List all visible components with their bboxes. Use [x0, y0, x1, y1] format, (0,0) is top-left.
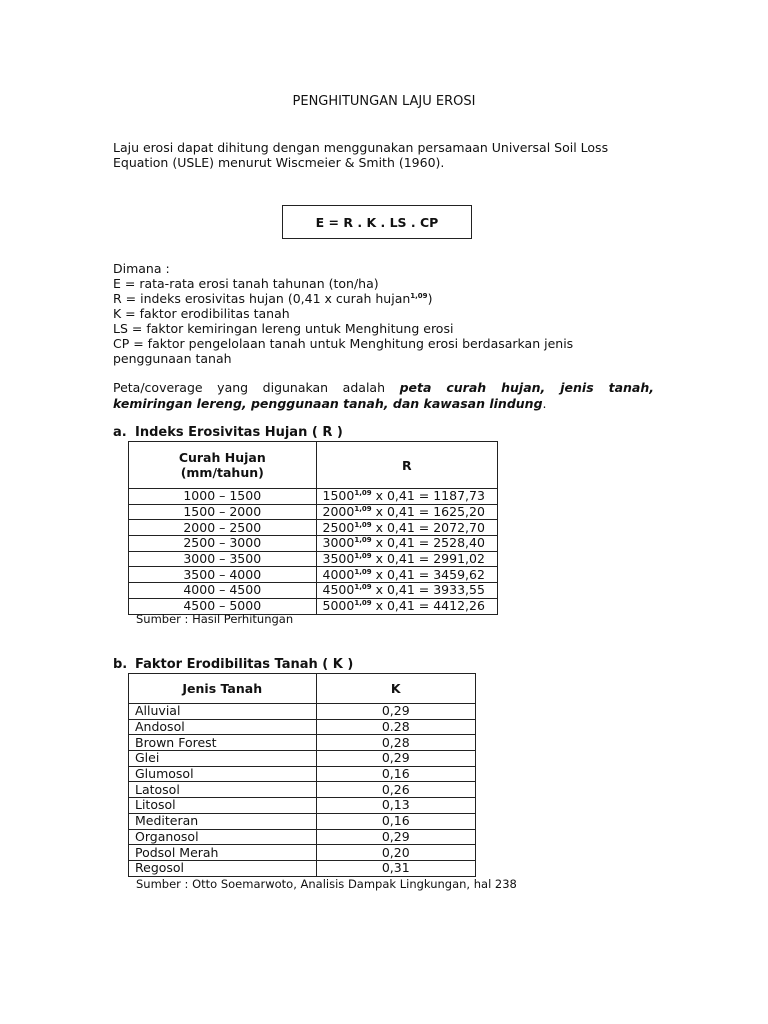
source-note: Sumber : Otto Soemarwoto, Analisis Dampak Lingkungan, hal 238	[136, 877, 517, 891]
rainfall-base: 5000	[322, 598, 355, 614]
erosivity-table	[128, 441, 498, 615]
k-value-cell: 0,13	[316, 798, 475, 814]
rainfall-range-cell: 2500 – 3000	[129, 536, 317, 552]
rainfall-range-cell: 3500 – 4000	[129, 567, 317, 583]
rainfall-base: 4500	[322, 582, 355, 598]
table-row	[129, 751, 476, 767]
k-value-cell: 0,20	[316, 845, 475, 861]
exponent: 1,09	[354, 489, 372, 498]
table-row	[129, 520, 498, 536]
rainfall-range-cell: 4000 – 4500	[129, 583, 317, 599]
rainfall-base: 3000	[322, 535, 355, 551]
r-value-cell	[316, 536, 497, 552]
rainfall-range-cell: 1000 – 1500	[129, 489, 317, 505]
section-label: a.	[113, 425, 127, 440]
exponent: 1,09	[354, 520, 372, 529]
table-row	[129, 551, 498, 567]
rainfall-base: 4000	[322, 566, 355, 582]
soil-type-cell: Alluvial	[129, 704, 317, 720]
soil-type-cell: Organosol	[129, 829, 317, 845]
k-value-cell: 0,26	[316, 782, 475, 798]
soil-type-cell: Podsol Merah	[129, 845, 317, 861]
rainfall-range-cell: 1500 – 2000	[129, 504, 317, 520]
k-value-cell: 0,29	[316, 829, 475, 845]
table-row	[129, 735, 476, 751]
r-value-cell	[316, 489, 497, 505]
peta-suffix: .	[542, 396, 547, 411]
table-row	[129, 704, 476, 720]
table-row	[129, 845, 476, 861]
table-row	[129, 719, 476, 735]
erodibility-table	[128, 673, 476, 877]
section-title: Faktor Erodibilitas Tanah ( K )	[135, 657, 354, 672]
exponent: 1,09	[354, 505, 372, 514]
definition-line: K = faktor erodibilitas tanah	[113, 306, 290, 321]
table-row	[129, 536, 498, 552]
soil-type-cell: Latosol	[129, 782, 317, 798]
r-calculation: x 0,41 = 3459,62	[371, 566, 485, 582]
formula-box	[282, 205, 472, 239]
r-calculation: x 0,41 = 2528,40	[371, 535, 485, 551]
definition-line: penggunaan tanah	[113, 351, 232, 366]
peta-paragraph	[113, 380, 654, 412]
definition-line: E = rata-rata erosi tanah tahunan (ton/ha)	[113, 276, 379, 291]
table-row	[129, 489, 498, 505]
rainfall-base: 3500	[322, 551, 355, 567]
peta-line-2	[113, 396, 654, 412]
definition-line-r	[113, 291, 573, 306]
definition-line: LS = faktor kemiringan lereng untuk Menghitung erosi	[113, 321, 454, 336]
section-a-heading	[113, 425, 343, 440]
peta-line-1	[113, 380, 654, 396]
r-value-cell	[316, 567, 497, 583]
rainfall-range-cell: 2000 – 2500	[129, 520, 317, 536]
r-value-cell	[316, 520, 497, 536]
r-calculation: x 0,41 = 3933,55	[371, 582, 485, 598]
table-row	[129, 798, 476, 814]
definition-line: Dimana :	[113, 261, 170, 276]
k-value-cell: 0,29	[316, 704, 475, 720]
exponent: 1,09	[354, 552, 372, 561]
soil-type-cell: Glei	[129, 751, 317, 767]
section-label: b.	[113, 657, 128, 672]
rainfall-range-cell: 4500 – 5000	[129, 598, 317, 614]
r-value-cell	[316, 504, 497, 520]
table-header-row	[129, 442, 498, 489]
r-calculation: x 0,41 = 1187,73	[371, 488, 485, 504]
r-calculation: x 0,41 = 2991,02	[371, 551, 485, 567]
table-row	[129, 829, 476, 845]
column-header-soil: Jenis Tanah	[129, 674, 317, 704]
intro-paragraph	[113, 140, 608, 170]
rainfall-base: 1500	[322, 488, 355, 504]
formula-text: E = R . K . LS . CP	[315, 214, 439, 230]
intro-line: Laju erosi dapat dihitung dengan menggunakan persamaan Universal Soil Loss	[113, 140, 609, 155]
page-title: PENGHITUNGAN LAJU EROSI	[292, 94, 476, 109]
exponent: 1,09	[354, 583, 372, 592]
rainfall-range-cell: 3000 – 3500	[129, 551, 317, 567]
exponent: 1,09	[354, 599, 372, 608]
rainfall-base: 2000	[322, 504, 355, 520]
intro-line: Equation (USLE) menurut Wiscmeier & Smith (1960).	[113, 155, 445, 170]
soil-type-cell: Litosol	[129, 798, 317, 814]
exponent: 1,09	[354, 536, 372, 545]
r-calculation: x 0,41 = 1625,20	[371, 504, 485, 520]
table-row	[129, 504, 498, 520]
column-header-k: K	[316, 674, 475, 704]
column-header-rainfall	[129, 442, 317, 489]
r-value-cell	[316, 551, 497, 567]
table-row	[129, 813, 476, 829]
definition-line: CP = faktor pengelolaan tanah untuk Menghitung erosi berdasarkan jenis	[113, 336, 574, 351]
header-line: Curah Hujan	[178, 450, 266, 465]
table-row	[129, 860, 476, 876]
exponent: 1,09	[354, 567, 372, 576]
rainfall-base: 2500	[322, 519, 355, 535]
peta-prefix: Peta/coverage yang digunakan adalah	[113, 380, 400, 395]
k-value-cell: 0,31	[316, 860, 475, 876]
header-line: (mm/tahun)	[180, 465, 264, 480]
peta-emphasis: kemiringan lereng, penggunaan tanah, dan kawasan lindung	[113, 396, 543, 411]
table-header-row	[129, 674, 476, 704]
soil-type-cell: Mediteran	[129, 813, 317, 829]
k-value-cell: 0.28	[316, 719, 475, 735]
r-value-cell	[316, 583, 497, 599]
source-note: Sumber : Hasil Perhitungan	[136, 612, 294, 626]
exponent: 1,09	[410, 292, 428, 300]
definition-close: )	[427, 291, 433, 306]
r-calculation: x 0,41 = 2072,70	[371, 519, 485, 535]
table-row	[129, 782, 476, 798]
soil-type-cell: Regosol	[129, 860, 317, 876]
k-value-cell: 0,29	[316, 751, 475, 767]
table-row	[129, 583, 498, 599]
r-calculation: x 0,41 = 4412,26	[371, 598, 485, 614]
k-value-cell: 0,16	[316, 813, 475, 829]
definition-text: R = indeks erosivitas hujan (0,41 x curah hujan	[113, 291, 411, 306]
k-value-cell: 0,28	[316, 735, 475, 751]
soil-type-cell: Glumosol	[129, 766, 317, 782]
column-header-r: R	[316, 442, 497, 489]
section-title: Indeks Erosivitas Hujan ( R )	[135, 425, 343, 440]
k-value-cell: 0,16	[316, 766, 475, 782]
soil-type-cell: Brown Forest	[129, 735, 317, 751]
table-row	[129, 567, 498, 583]
peta-emphasis: peta curah hujan, jenis tanah,	[399, 380, 654, 395]
section-b-heading	[113, 657, 353, 672]
definitions-block	[113, 261, 573, 366]
soil-type-cell: Andosol	[129, 719, 317, 735]
table-row	[129, 766, 476, 782]
r-value-cell	[316, 598, 497, 614]
